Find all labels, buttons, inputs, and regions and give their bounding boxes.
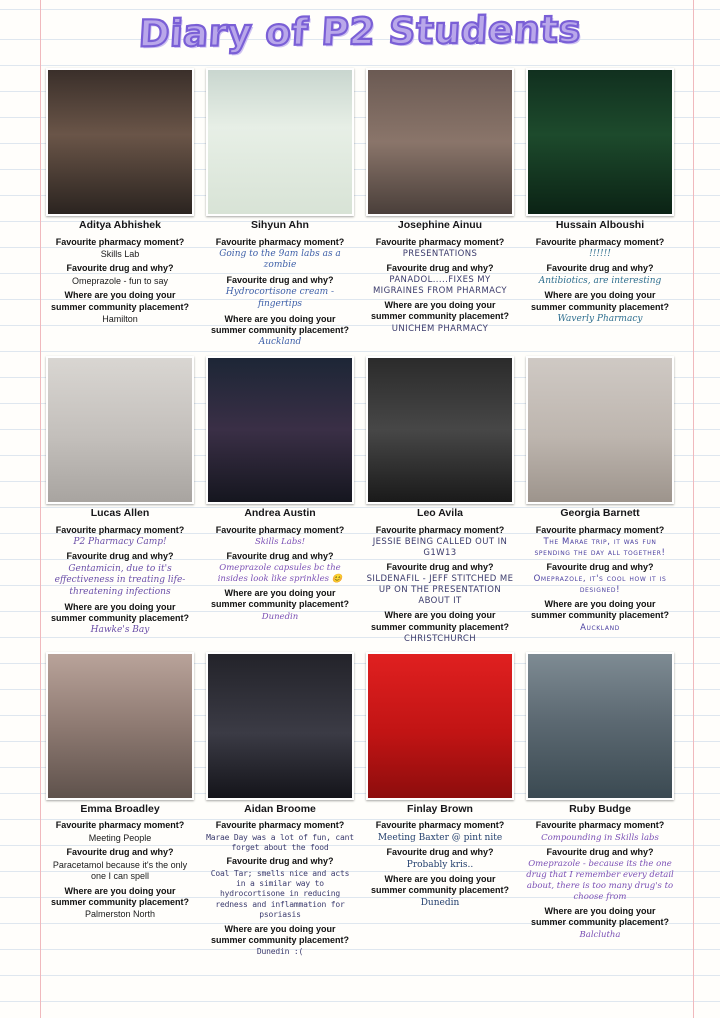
qa-placement xyxy=(46,602,194,637)
question-label: Where are you doing your summer community placement? xyxy=(50,885,190,908)
question-label: Favourite pharmacy moment? xyxy=(55,524,185,535)
qa-drug xyxy=(206,275,354,311)
student-card xyxy=(526,68,674,352)
student-photo xyxy=(206,356,354,504)
qa-placement xyxy=(526,599,674,634)
students-grid xyxy=(0,62,720,960)
qa-drug xyxy=(366,263,514,297)
question-label: Favourite pharmacy moment? xyxy=(375,524,505,535)
answer-drug: Omeprazole, it's cool how it is designed! xyxy=(533,574,667,596)
student-name: Ruby Budge xyxy=(569,802,631,815)
question-label: Where are you doing your summer community placement? xyxy=(210,923,350,945)
student-name: Andrea Austin xyxy=(244,506,316,519)
student-name: Hussain Alboushi xyxy=(555,219,645,231)
answer-placement: CHRISTCHURCH xyxy=(404,633,476,644)
qa-placement xyxy=(206,924,354,958)
question-label: Where are you doing your summer community placement? xyxy=(50,601,190,624)
answer-placement: Hawke's Bay xyxy=(90,625,150,636)
qa-placement xyxy=(46,290,194,325)
qa-drug xyxy=(526,562,674,596)
answer-moment: The Marae trip, it was fun spending the day all together! xyxy=(534,536,666,558)
answer-moment: P2 Pharmacy Camp! xyxy=(73,536,167,547)
answer-drug: Omeprazole - because its the one drug that I remember every detail about, there is too many drug's to choose from xyxy=(526,858,674,903)
student-photo xyxy=(46,652,194,800)
question-label: Favourite pharmacy moment? xyxy=(55,820,185,831)
qa-drug xyxy=(526,847,674,903)
student-photo xyxy=(366,68,514,216)
qa-drug xyxy=(366,847,514,871)
student-photo xyxy=(206,652,354,800)
question-label: Favourite pharmacy moment? xyxy=(215,820,345,831)
qa-drug xyxy=(206,856,354,920)
answer-moment: PRESENTATIONS xyxy=(402,248,478,259)
question-label: Favourite drug and why? xyxy=(66,847,174,858)
qa-drug xyxy=(46,847,194,883)
student-card xyxy=(46,652,194,961)
qa-drug xyxy=(526,263,674,287)
answer-moment: Meeting Baxter @ pint nite xyxy=(377,832,503,843)
question-label: Favourite drug and why? xyxy=(386,262,494,273)
qa-moment xyxy=(526,237,674,261)
student-card xyxy=(206,68,354,352)
qa-drug xyxy=(46,551,194,598)
answer-placement: Hamilton xyxy=(102,313,138,324)
qa-moment xyxy=(526,820,674,843)
student-photo xyxy=(526,652,674,800)
question-label: Favourite drug and why? xyxy=(386,847,494,858)
answer-placement: Dunedin xyxy=(261,611,299,622)
student-card xyxy=(366,68,514,352)
qa-moment xyxy=(46,525,194,549)
answer-drug: Probably kris.. xyxy=(406,859,474,870)
qa-drug xyxy=(206,551,354,585)
answer-placement: Dunedin :( xyxy=(256,947,304,957)
student-card xyxy=(46,68,194,352)
student-photo xyxy=(366,652,514,800)
answer-placement: Palmerston North xyxy=(84,909,156,920)
answer-placement: Waverly Pharmacy xyxy=(557,313,643,324)
answer-moment: Meeting People xyxy=(88,832,152,843)
answer-drug: Omeprazole - fun to say xyxy=(71,275,169,286)
answer-drug: SILDENAFIL - JEFF STITCHED ME UP ON THE PRESENTATION ABOUT IT xyxy=(366,574,514,607)
qa-placement xyxy=(366,300,514,335)
question-label: Where are you doing your summer community placement? xyxy=(530,290,670,312)
question-label: Where are you doing your summer community placement? xyxy=(370,300,510,322)
student-card xyxy=(206,356,354,648)
question-label: Where are you doing your summer community placement? xyxy=(210,588,350,610)
qa-moment xyxy=(206,237,354,273)
answer-moment: !!!!!! xyxy=(589,248,611,259)
answer-drug: Hydrocortisone cream - fingertips xyxy=(225,287,335,310)
student-name: Leo Avila xyxy=(417,506,463,519)
student-card xyxy=(526,652,674,961)
question-label: Favourite drug and why? xyxy=(546,263,654,274)
student-name: Emma Broadley xyxy=(80,802,160,815)
qa-moment xyxy=(206,525,354,548)
student-card xyxy=(526,356,674,648)
answer-drug: Paracetamol because it's the only one I can spell xyxy=(52,859,188,882)
question-label: Where are you doing your summer community placement? xyxy=(530,906,670,928)
student-photo xyxy=(526,356,674,504)
student-name: Finlay Brown xyxy=(407,802,473,815)
question-label: Favourite pharmacy moment? xyxy=(375,820,505,831)
question-label: Favourite drug and why? xyxy=(546,561,654,572)
question-label: Favourite drug and why? xyxy=(386,561,494,572)
answer-placement: UNICHEM PHARMACY xyxy=(391,323,489,334)
answer-drug: Gentamicin, due to it's effectiveness in treating life-threatening infections xyxy=(54,563,186,598)
qa-placement xyxy=(206,314,354,349)
qa-moment xyxy=(366,237,514,260)
question-label: Where are you doing your summer community placement? xyxy=(210,313,350,336)
answer-placement: Dunedin xyxy=(420,897,460,908)
student-photo xyxy=(366,356,514,504)
answer-drug: Omeprazole capsules bc the insides look like sprinkles 😊 xyxy=(217,563,343,585)
qa-moment xyxy=(366,820,514,844)
student-photo xyxy=(46,356,194,504)
answer-moment: Skills Labs! xyxy=(254,536,306,547)
question-label: Favourite drug and why? xyxy=(66,551,174,562)
answer-placement: Auckland xyxy=(580,622,620,633)
student-card xyxy=(46,356,194,648)
student-name: Josephine Ainuu xyxy=(397,219,483,231)
question-label: Favourite drug and why? xyxy=(66,263,174,274)
question-label: Favourite pharmacy moment? xyxy=(375,236,505,247)
student-name: Aidan Broome xyxy=(244,802,316,815)
answer-placement: Auckland xyxy=(258,337,302,348)
answer-drug: Coal Tar; smells nice and acts in a similar way to hydrocortisone in reducing redness and inflammation for psoriasis xyxy=(210,868,350,920)
question-label: Favourite pharmacy moment? xyxy=(535,236,665,247)
qa-placement xyxy=(366,610,514,645)
qa-moment xyxy=(206,820,354,853)
answer-drug: PANADOL.....FIXES MY MIGRAINES FROM PHARMACY xyxy=(372,275,508,297)
question-label: Where are you doing your summer community placement? xyxy=(530,599,670,621)
question-label: Favourite drug and why? xyxy=(226,275,334,286)
student-photo xyxy=(46,68,194,216)
qa-placement xyxy=(206,588,354,623)
question-label: Favourite pharmacy moment? xyxy=(535,820,665,831)
student-photo xyxy=(206,68,354,216)
qa-moment xyxy=(526,525,674,559)
student-name: Sihyun Ahn xyxy=(251,219,309,231)
question-label: Favourite pharmacy moment? xyxy=(55,236,185,247)
question-label: Where are you doing your summer community placement? xyxy=(50,290,190,312)
answer-moment: Going to the 9am labs as a zombie xyxy=(219,248,341,271)
qa-placement xyxy=(46,886,194,921)
question-label: Where are you doing your summer community placement? xyxy=(370,610,510,632)
student-photo xyxy=(526,68,674,216)
qa-placement xyxy=(526,290,674,325)
question-label: Favourite drug and why? xyxy=(226,550,334,561)
question-label: Favourite drug and why? xyxy=(546,846,654,857)
answer-placement: Balclutha xyxy=(579,929,621,940)
qa-drug xyxy=(46,263,194,287)
student-card xyxy=(366,652,514,961)
answer-moment: Compounding in Skills labs xyxy=(541,832,659,843)
student-card xyxy=(206,652,354,961)
answer-moment: JESSIE BEING CALLED OUT IN G1W13 xyxy=(372,536,508,558)
answer-moment: Skills Lab xyxy=(100,248,140,259)
question-label: Favourite pharmacy moment? xyxy=(535,524,665,535)
qa-drug xyxy=(366,562,514,607)
qa-placement xyxy=(526,906,674,941)
qa-moment xyxy=(366,525,514,559)
question-label: Favourite pharmacy moment? xyxy=(215,236,345,247)
qa-moment xyxy=(46,820,194,844)
qa-moment xyxy=(46,237,194,261)
student-name: Aditya Abhishek xyxy=(79,219,161,231)
page-title-container xyxy=(0,0,720,62)
answer-drug: Antibiotics, are interesting xyxy=(538,275,662,286)
question-label: Favourite drug and why? xyxy=(226,856,334,867)
question-label: Where are you doing your summer community placement? xyxy=(370,874,510,896)
answer-moment: Marae Day was a lot of fun, cant forget about the food xyxy=(206,832,354,852)
student-name: Georgia Barnett xyxy=(560,506,640,519)
question-label: Favourite pharmacy moment? xyxy=(215,524,345,535)
page-title: Diary of P2 Students xyxy=(137,7,583,56)
student-card xyxy=(366,356,514,648)
student-name: Lucas Allen xyxy=(90,506,150,519)
qa-placement xyxy=(366,874,514,909)
